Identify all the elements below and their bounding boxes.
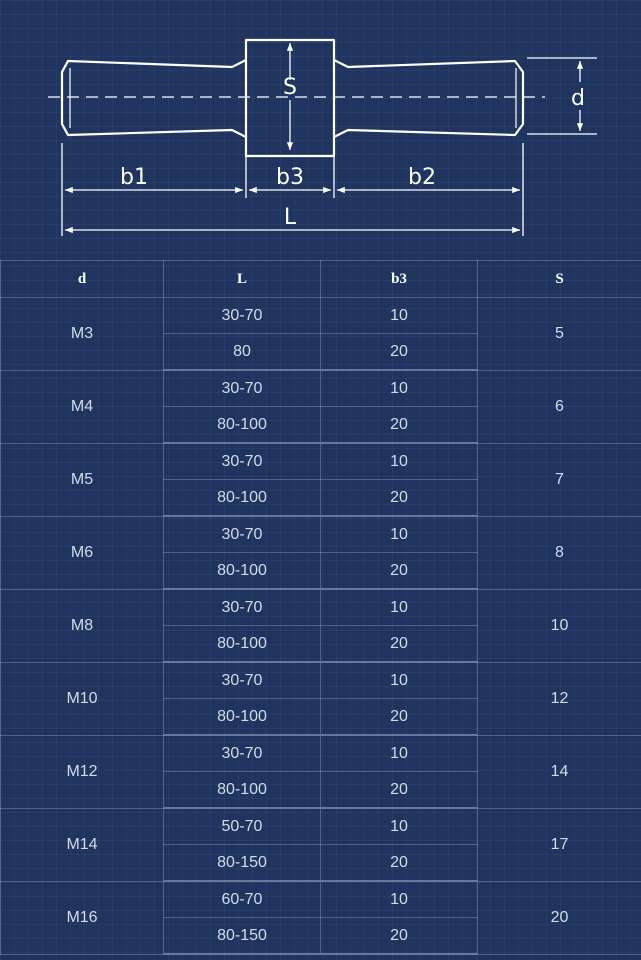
cell-l: 50-70 [164,808,321,845]
stud-bolt-drawing [0,0,641,260]
table-row [1,516,641,553]
header-s: S [478,261,641,298]
cell-l: 80-100 [164,772,321,809]
left-stud-outline [62,60,246,137]
table-row [1,589,641,626]
cell-d: M10 [1,662,164,735]
cell-d: M8 [1,589,164,662]
cell-b3: 20 [321,553,478,590]
dim-label-b3: b3 [276,165,304,190]
cell-l: 80-100 [164,480,321,517]
cell-l: 30-70 [164,735,321,772]
cell-s: 6 [478,370,641,443]
dim-label-b1: b1 [120,165,148,190]
cell-s: 5 [478,298,641,371]
cell-l: 30-70 [164,662,321,699]
cell-l: 80-100 [164,699,321,736]
cell-d: M6 [1,516,164,589]
cell-d: M4 [1,370,164,443]
table-row [1,881,641,918]
cell-s: 8 [478,516,641,589]
cell-d: M16 [1,881,164,954]
cell-l: 80-100 [164,407,321,444]
cell-l: 60-70 [164,881,321,918]
cell-b3: 20 [321,918,478,955]
dim-label-b2: b2 [408,165,436,190]
dim-label-l: L [283,205,297,230]
right-stud-outline [334,60,523,137]
cell-b3: 20 [321,407,478,444]
cell-b3: 10 [321,662,478,699]
spec-table-body [1,298,641,955]
cell-b3: 10 [321,516,478,553]
cell-s: 20 [478,881,641,954]
cell-s: 12 [478,662,641,735]
cell-b3: 10 [321,881,478,918]
cell-l: 80-100 [164,626,321,663]
header-l: L [164,261,321,298]
cell-l: 30-70 [164,516,321,553]
cell-s: 10 [478,589,641,662]
cell-b3: 10 [321,370,478,407]
cell-l: 80-150 [164,918,321,955]
cell-l: 30-70 [164,298,321,334]
cell-b3: 10 [321,808,478,845]
dim-label-s: S [283,75,297,100]
cell-l: 30-70 [164,443,321,480]
cell-b3: 20 [321,772,478,809]
dim-label-d: d [571,86,585,111]
table-row [1,298,641,334]
cell-l: 80 [164,334,321,371]
cell-s: 14 [478,735,641,808]
cell-b3: 20 [321,480,478,517]
cell-b3: 20 [321,699,478,736]
cell-l: 80-100 [164,553,321,590]
cell-l: 30-70 [164,370,321,407]
cell-d: M5 [1,443,164,516]
table-row [1,662,641,699]
cell-s: 17 [478,808,641,881]
cell-b3: 20 [321,334,478,371]
table-row [1,370,641,407]
table-row [1,443,641,480]
cell-d: M3 [1,298,164,371]
header-b3: b3 [321,261,478,298]
cell-l: 30-70 [164,589,321,626]
cell-b3: 20 [321,626,478,663]
cell-b3: 10 [321,298,478,334]
spec-table [0,260,641,955]
cell-d: M14 [1,808,164,881]
table-header-row [1,261,641,298]
table-row [1,735,641,772]
cell-d: M12 [1,735,164,808]
cell-l: 80-150 [164,845,321,882]
cell-b3: 10 [321,589,478,626]
cell-s: 7 [478,443,641,516]
cell-b3: 10 [321,443,478,480]
cell-b3: 10 [321,735,478,772]
table-row [1,808,641,845]
header-d: d [1,261,164,298]
cell-b3: 20 [321,845,478,882]
